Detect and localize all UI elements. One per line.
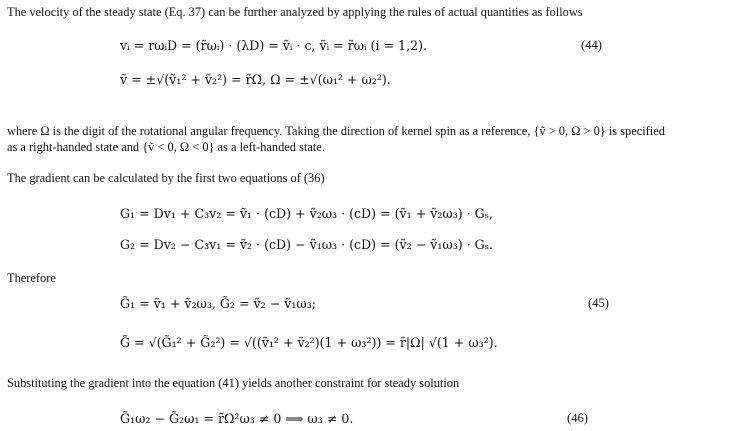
equation-45-line-1: G̃₁ = ṽ₁ + ṽ₂ω₃, G̃₂ = ṽ₂ − ṽ₁ω₃; xyxy=(120,296,316,311)
equation-46: G̃₁ω₂ − G̃₂ω₁ = r̃Ω²ω₃ ≠ 0 ⟹ ω₃ ≠ 0. xyxy=(120,411,354,426)
gradient-equation-line-1: G₁ = Dv₁ + C₃v₂ = ṽ₁ · (cD) + ṽ₂ω₃ · (cD) = (ṽ₁ + ṽ₂ω₃) · Gₛ, xyxy=(120,206,493,221)
equation-44-line-2: ṽ = ±√(ṽ₁² + ṽ₂²) = r̃Ω, Ω = ±√(ω₁² + ω₂²). xyxy=(120,72,391,87)
equation-number-45: (45) xyxy=(588,296,609,310)
gradient-equation-line-2: G₂ = Dv₂ − C₃v₁ = ṽ₂ · (cD) − ṽ₁ω₃ · (cD) = (ṽ₂ − ṽ₁ω₃) · Gₛ. xyxy=(120,237,493,252)
gradient-paragraph: The gradient can be calculated by the first two equations of (36) xyxy=(7,171,325,185)
equation-44-line-1: vᵢ = rωᵢD = (r̃ωᵢ) · (λD) = ṽᵢ · c, ṽᵢ = r̃ωᵢ (i = 1,2). xyxy=(120,38,428,53)
intro-paragraph: The velocity of the steady state (Eq. 37) can be further analyzed by applying the rules of actual quantities as follows xyxy=(7,5,583,19)
equation-45-line-2: G̃ = √(G̃₁² + G̃₂²) = √((ṽ₁² + ṽ₂²)(1 + ω₃²)) = r̃|Ω| √(1 + ω₃²). xyxy=(120,335,498,350)
spin-paragraph-line-2: as a right-handed state and {ṽ < 0, Ω < 0} as a left-handed state. xyxy=(7,140,325,154)
substitute-paragraph: Substituting the gradient into the equation (41) yields another constraint for steady solution xyxy=(7,376,460,390)
therefore-paragraph: Therefore xyxy=(7,271,56,285)
equation-number-44: (44) xyxy=(581,38,602,52)
spin-paragraph-line-1: where Ω is the digit of the rotational angular frequency. Taking the direction of kernel spin as a reference, {ṽ > 0, Ω > 0} is specified xyxy=(7,124,665,138)
equation-number-46: (46) xyxy=(567,411,588,425)
